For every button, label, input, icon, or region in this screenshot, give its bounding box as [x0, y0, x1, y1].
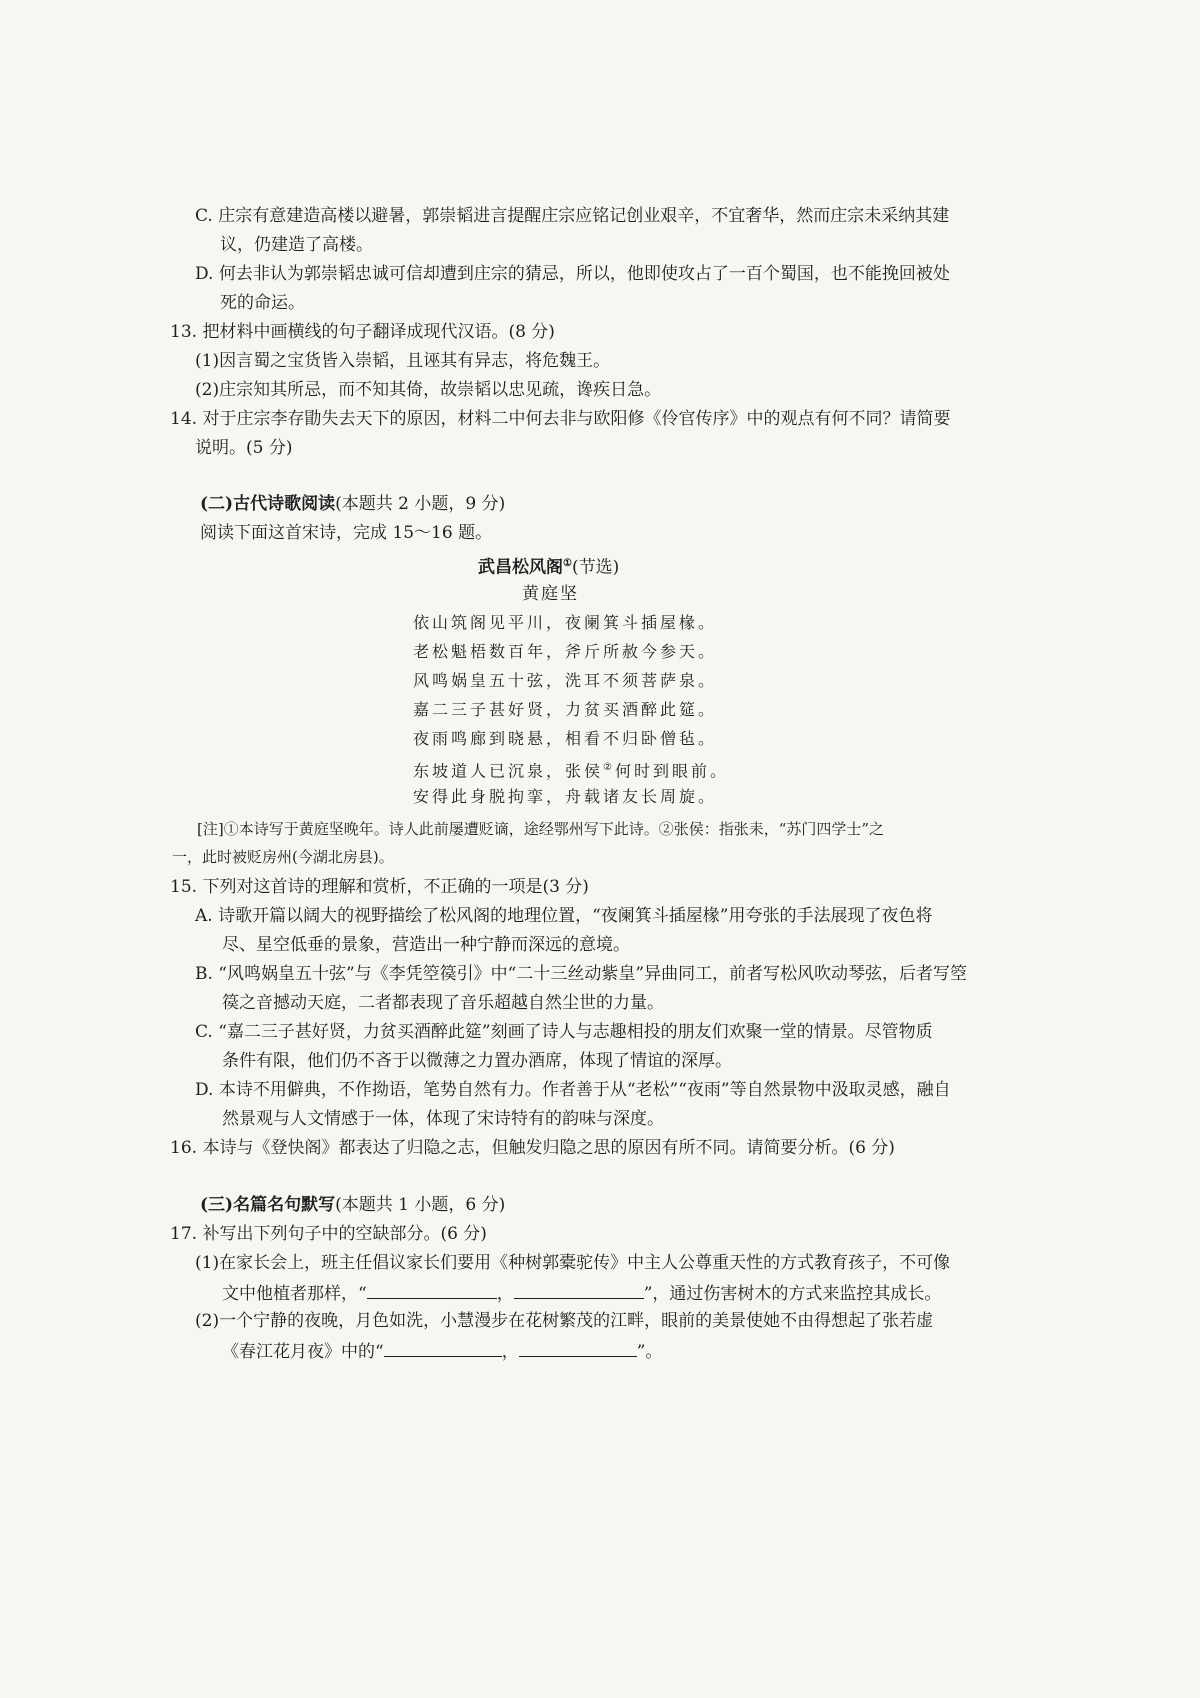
q17-stem: 17. 补写出下列句子中的空缺部分。(6 分) [170, 1224, 487, 1244]
q17-part1-suffix: ”，通过伤害树木的方式来监控其成长。 [643, 1284, 942, 1304]
q15-option-c-line2: 条件有限，他们仍不吝于以微薄之力置办酒席，体现了情谊的深厚。 [222, 1051, 732, 1071]
q13-sentence-1: (1)因言蜀之宝货皆入崇韬，且诬其有异志，将危魏王。 [195, 351, 611, 371]
q17-blank-1[interactable] [367, 1280, 497, 1299]
q16-stem: 16. 本诗与《登快阁》都表达了归隐之志，但触发归隐之思的原因有所不同。请简要分析。(6 分) [170, 1138, 895, 1158]
poem-author: 黄庭坚 [522, 584, 579, 604]
q13-stem: 13. 把材料中画横线的句子翻译成现代汉语。(8 分) [170, 322, 555, 342]
poem-note-line1: [注]①本诗写于黄庭坚晚年。诗人此前屡遭贬谪，途经鄂州写下此诗。②张侯：指张耒，“苏门四学士”之 [197, 820, 885, 838]
poem-note-line2: 一，此时被贬房州(今湖北房县)。 [172, 848, 394, 866]
q15-option-d-line2: 然景观与人文情感于一体，体现了宋诗特有的韵味与深度。 [222, 1109, 664, 1129]
q15-option-c-line1: C. “嘉二三子甚好贤，力贫买酒醉此筵”刻画了诗人与志趣相投的朋友们欢聚一堂的情景。尽管物质 [195, 1022, 933, 1042]
q15-option-b-line2: 篌之音撼动天庭，二者都表现了音乐超越自然尘世的力量。 [222, 993, 664, 1013]
q14-line2: 说明。(5 分) [195, 438, 293, 458]
poem-line-6-part-a: 东坡道人已沉泉，张侯 [413, 761, 604, 781]
q17-part1-comma: ， [496, 1284, 514, 1304]
poem-title [478, 552, 619, 580]
poem-title-footnote-mark: ① [563, 558, 572, 569]
section-2-heading [200, 492, 505, 516]
q17-part2-suffix: ”。 [636, 1342, 663, 1362]
section-2-title: (二)古代诗歌阅读 [200, 494, 336, 514]
section-3-title: (三)名篇名句默写 [200, 1195, 336, 1215]
q13-sentence-2: (2)庄宗知其所忌，而不知其倚，故崇韬以忠见疏，谗疾日急。 [195, 380, 662, 400]
q17-blank-3[interactable] [384, 1338, 502, 1357]
q17-part1-line1: (1)在家长会上，班主任倡议家长们要用《种树郭橐驼传》中主人公尊重天性的方式教育孩子，不可像 [195, 1253, 951, 1273]
poem-line-6-part-b: 何时到眼前。 [614, 761, 729, 781]
q17-part2-line2 [222, 1338, 662, 1364]
q17-part2-line1: (2)一个宁静的夜晚，月色如洗，小慧漫步在花树繁茂的江畔，眼前的美景使她不由得想起了张若虚 [195, 1311, 934, 1331]
poem-line-5: 夜雨鸣廊到晓悬，相看不归卧僧毡。 [413, 729, 718, 748]
poem-title-suffix: (节选) [571, 557, 620, 578]
section-3-heading [200, 1193, 505, 1217]
poem-line-3: 风鸣娲皇五十弦，洗耳不须菩萨泉。 [413, 671, 718, 690]
q12-option-d-line2: 死的命运。 [220, 293, 305, 313]
q15-option-b-line1: B. “风鸣娲皇五十弦”与《李凭箜篌引》中“二十三丝动紫皇”异曲同工，前者写松风吹动琴弦，后者写箜 [195, 964, 968, 984]
poem-line-7: 安得此身脱拘挛，舟载诸友长周旋。 [413, 787, 718, 806]
q17-part2-prefix: 《春江花月夜》中的“ [222, 1342, 384, 1362]
q15-option-a-line1: A. 诗歌开篇以阔大的视野描绘了松风阁的地理位置，“夜阑箕斗插屋椽”用夸张的手法展现了夜色将 [195, 906, 933, 926]
q15-stem: 15. 下列对这首诗的理解和赏析，不正确的一项是(3 分) [170, 877, 589, 897]
poem-line-6 [413, 756, 729, 783]
section-2-note: (本题共 2 小题，9 分) [335, 494, 506, 514]
q15-option-d-line1: D. 本诗不用僻典，不作拗语，笔势自然有力。作者善于从“老松”“夜雨”等自然景物中汲取灵感，融自 [195, 1080, 951, 1100]
q17-part2-comma: ， [501, 1342, 519, 1362]
poem-line-2: 老松魁梧数百年，斧斤所赦今参天。 [413, 642, 718, 661]
q12-option-d-line1: D. 何去非认为郭崇韬忠诚可信却遭到庄宗的猜忌，所以，他即使攻占了一百个蜀国，也不能挽回被处 [195, 264, 950, 284]
q17-part1-line2 [222, 1280, 941, 1306]
q12-option-c-line2: 议，仍建造了高楼。 [220, 235, 373, 255]
q17-part1-prefix: 文中他植者那样，“ [222, 1284, 367, 1304]
q17-blank-4[interactable] [519, 1338, 637, 1357]
q17-blank-2[interactable] [514, 1280, 644, 1299]
section-3-note: (本题共 1 小题，6 分) [335, 1195, 506, 1215]
section-2-intro: 阅读下面这首宋诗，完成 15～16 题。 [200, 523, 493, 543]
q14-line1: 14. 对于庄宗李存勖失去天下的原因，材料二中何去非与欧阳修《伶官传序》中的观点有何不同？请简要 [170, 409, 951, 429]
q15-option-a-line2: 尽、星空低垂的景象，营造出一种宁静而深远的意境。 [222, 935, 630, 955]
poem-line-1: 依山筑阁见平川，夜阑箕斗插屋椽。 [413, 613, 718, 632]
poem-title-text: 武昌松风阁 [478, 557, 563, 578]
poem-line-4: 嘉二三子甚好贤，力贫买酒醉此筵。 [413, 700, 718, 719]
q12-option-c-line1: C. 庄宗有意建造高楼以避暑，郭崇韬进言提醒庄宗应铭记创业艰辛，不宜奢华，然而庄宗未采纳其建 [195, 206, 950, 226]
poem-line-6-footnote-mark: ② [603, 762, 615, 773]
